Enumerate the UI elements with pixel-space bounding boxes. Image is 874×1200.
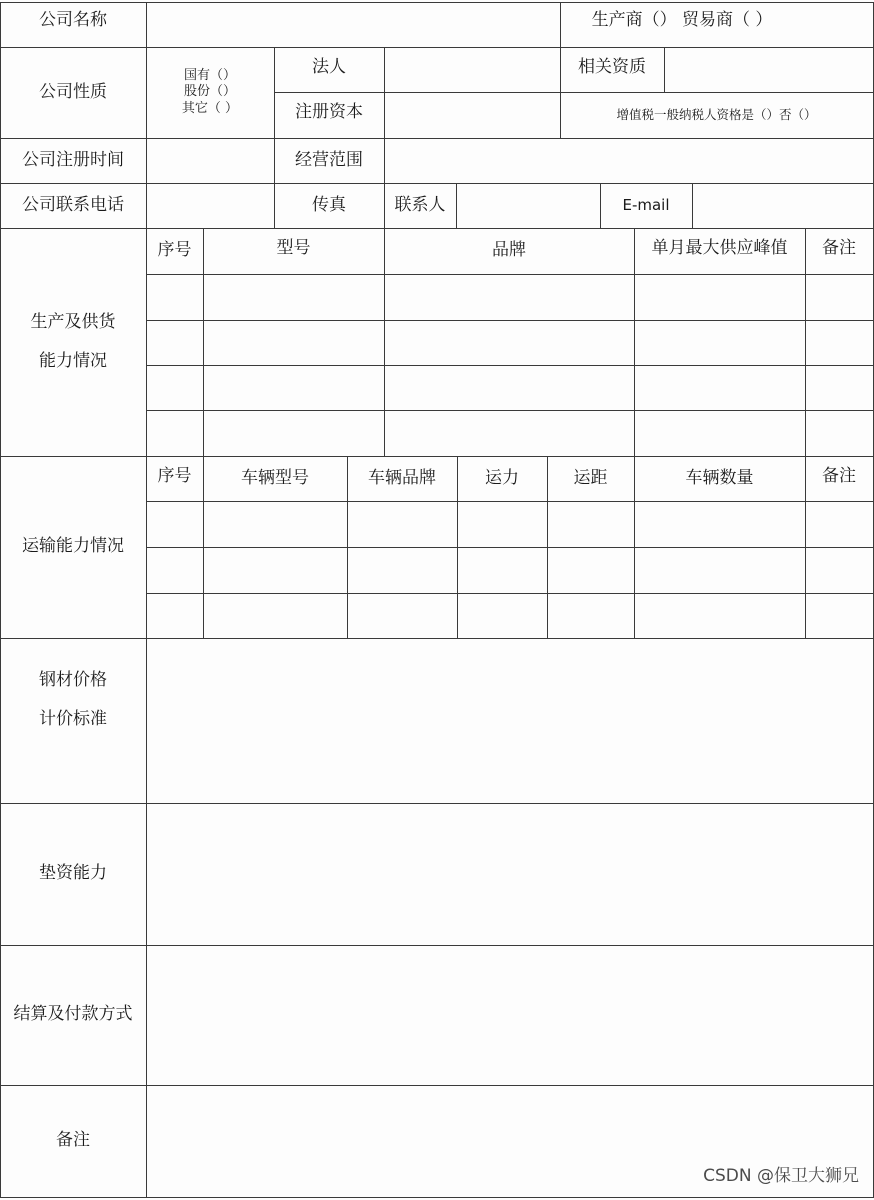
transport-row-1[interactable] (146, 501, 873, 547)
production-row-3[interactable] (146, 365, 873, 410)
steel-pricing-field[interactable] (146, 638, 873, 803)
production-row-1[interactable] (146, 274, 873, 320)
advance-funding-field[interactable] (146, 803, 873, 945)
transport-header-vehicle-count: 车辆数量 (685, 467, 754, 488)
table-line (0, 1197, 874, 1198)
transport-header-serial: 序号 (157, 466, 192, 487)
manufacturer-trader-option: 生产商（） 贸易商（ ） (591, 10, 773, 31)
transport-header-distance: 运距 (573, 467, 608, 488)
email-label: E-mail (622, 196, 670, 215)
nature-option-other: 其它（ ） (181, 100, 239, 116)
nature-option-share: 股份（） (183, 84, 236, 100)
phone-field[interactable] (146, 183, 274, 228)
production-header-model: 型号 (276, 238, 311, 259)
transport-row-3[interactable] (146, 593, 873, 638)
csdn-watermark: CSDN @保卫大狮兄 (703, 1166, 859, 1186)
production-header-serial: 序号 (157, 240, 192, 261)
business-scope-field[interactable] (384, 138, 873, 183)
company-name-field[interactable] (146, 2, 560, 47)
contact-field[interactable] (456, 183, 600, 228)
business-scope-label: 经营范围 (295, 149, 363, 170)
transport-header-vehicle-model: 车辆型号 (241, 467, 309, 488)
registered-capital-label: 注册资本 (295, 102, 363, 123)
qualification-field[interactable] (664, 47, 873, 92)
transport-row-2[interactable] (146, 547, 873, 593)
advance-funding-label: 垫资能力 (39, 863, 107, 884)
production-label-line-2: 能力情况 (39, 351, 107, 371)
transport-header-vehicle-brand: 车辆品牌 (368, 467, 436, 488)
settlement-payment-label: 结算及付款方式 (13, 1004, 133, 1025)
steel-pricing-label (0, 638, 146, 762)
transport-header-capacity: 运力 (485, 467, 519, 488)
transport-capacity-label: 运输能力情况 (22, 536, 124, 557)
registered-capital-field[interactable] (384, 92, 560, 138)
pricing-label-line-1: 钢材价格 (39, 669, 107, 690)
email-field[interactable] (692, 183, 873, 228)
production-row-2[interactable] (146, 320, 873, 365)
registration-time-field[interactable] (146, 138, 274, 183)
contact-label: 联系人 (394, 194, 446, 215)
production-row-4[interactable] (146, 410, 873, 456)
production-header-remarks: 备注 (822, 238, 856, 259)
company-name-label: 公司名称 (39, 10, 107, 31)
legal-person-field[interactable] (384, 47, 560, 92)
production-header-peak-supply: 单月最大供应峰值 (651, 238, 788, 259)
pricing-label-line-2: 计价标准 (39, 709, 107, 729)
production-header-brand: 品牌 (492, 240, 526, 261)
fax-label: 传真 (312, 194, 346, 215)
vat-taxpayer-option: 增值税一般纳税人资格是（）否（） (616, 107, 817, 123)
transport-header-remarks: 备注 (822, 466, 856, 487)
legal-person-label: 法人 (312, 57, 346, 78)
company-nature-options[interactable] (146, 47, 274, 138)
remarks-label: 备注 (56, 1130, 90, 1151)
company-nature-label: 公司性质 (39, 81, 107, 102)
nature-option-state: 国有（） (183, 68, 236, 84)
qualification-label: 相关资质 (578, 57, 646, 78)
production-capacity-label (0, 228, 146, 456)
settlement-payment-field[interactable] (146, 945, 873, 1085)
production-label-line-1: 生产及供货 (30, 311, 116, 332)
registration-time-label: 公司注册时间 (22, 149, 124, 170)
phone-label: 公司联系电话 (22, 194, 124, 215)
